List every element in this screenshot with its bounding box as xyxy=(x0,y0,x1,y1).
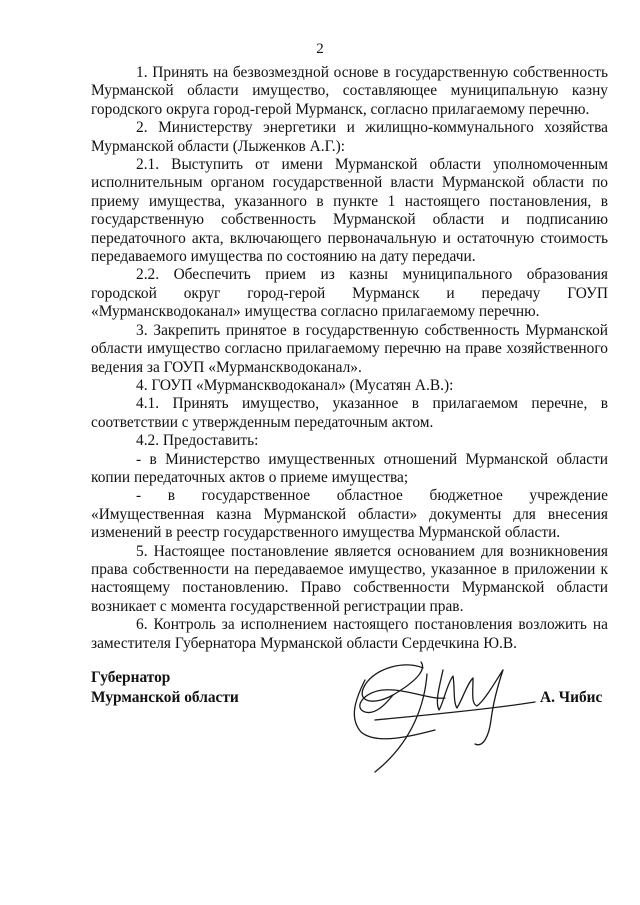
paragraph-1: 1. Принять на безвозмездной основе в государственную собственность Мурманской области имущество, составляющее муниципальную казну городского округа город-герой Мурманск, согласно прилагаемому перечню. xyxy=(91,64,608,118)
signatory-name: А. Чибис xyxy=(540,689,603,706)
paragraph-4-2-item-1: - в Министерство имущественных отношений Мурманской области копии передаточных актов о приеме имущества; xyxy=(91,450,608,486)
paragraph-4: 4. ГОУП «Мурманскводоканал» (Мусатян А.В.): xyxy=(136,376,454,394)
paragraph-3: 3. Закрепить принятое в государственную собственность Мурманской области имущество согласно прилагаемому перечню на праве хозяйственного ведения за ГОУП «Мурманскводоканал». xyxy=(91,321,608,376)
signatory-position-line-1: Губернатор xyxy=(91,669,171,686)
paragraph-2-2: 2.2. Обеспечить прием из казны муниципального образования городской округ город-герой Мурманск и передачу ГОУП «Мурманскводоканал» имущества согласно прилагаемому перечню. xyxy=(91,266,608,321)
page-number: 2 xyxy=(316,41,324,57)
paragraph-4-2-item-2: - в государственное областное бюджетное учреждение «Имущественная казна Мурманской области» документы для внесения изменений в реестр государственного имущества Мурманской области. xyxy=(91,487,608,542)
handwritten-signature xyxy=(335,640,550,780)
paragraph-2: 2. Министерству энергетики и жилищно-коммунального хозяйства Мурманской области (Лыженков А.Г.): xyxy=(91,119,608,155)
paragraph-5: 5. Настоящее постановление является основанием для возникновения права собственности на передаваемое имущество, указанное в приложении к настоящему постановлению. Право собственности Мурманской области возникает с момента государственной регистрации прав. xyxy=(91,542,608,615)
paragraph-4-2: 4.2. Предоставить: xyxy=(136,432,259,450)
paragraph-4-1: 4.1. Принять имущество, указанное в прилагаемом перечне, в соответствии с утвержденным передаточным актом. xyxy=(91,395,608,431)
paragraph-6: 6. Контроль за исполнением настоящего постановления возложить на заместителя Губернатора Мурманской области Сердечкина Ю.В. xyxy=(91,616,608,652)
paragraph-2-1: 2.1. Выступить от имени Мурманской области уполномоченным исполнительным органом государственной власти Мурманской области по приему имущества, указанного в пункте 1 настоящего постановления, в государственную собственность Мурманской области и подписанию передаточного акта, включающего первоначальную и остаточную стоимость передаваемого имущества по состоянию на дату передачи. xyxy=(91,156,608,266)
signatory-position xyxy=(91,668,239,708)
signatory-position-line-2: Мурманской области xyxy=(91,689,239,706)
